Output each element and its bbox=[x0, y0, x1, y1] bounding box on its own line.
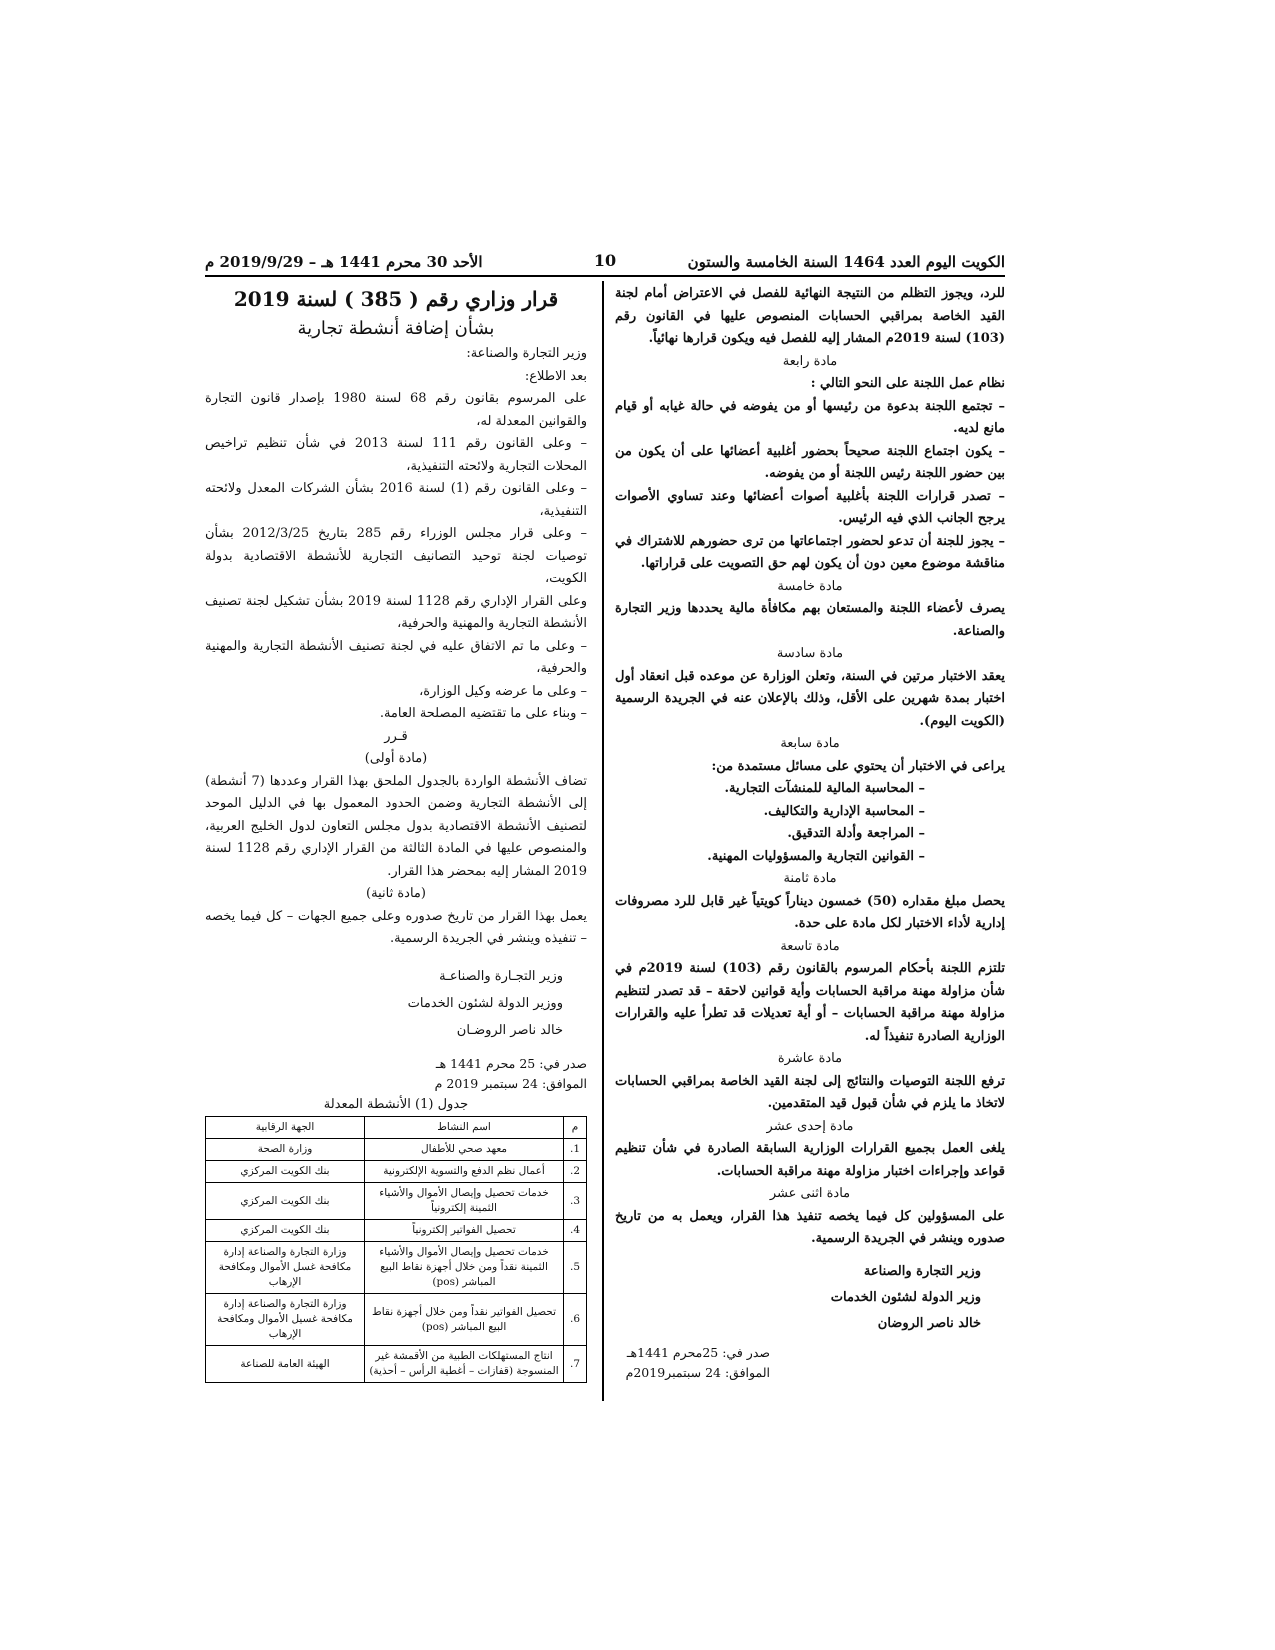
article-heading: قـرر bbox=[384, 728, 408, 744]
right-issued-date bbox=[615, 1343, 1005, 1383]
cell-number: 5. bbox=[564, 1242, 587, 1294]
table-row bbox=[206, 1220, 587, 1242]
left-column-body bbox=[205, 343, 587, 951]
paragraph: – وعلى قرار مجلس الوزراء رقم 285 بتاريخ 2012/3/25 بشأن توصيات لجنة توحيد التصانيف التجارية للأنشطة الاقتصادية بدولة الكويت، bbox=[205, 526, 587, 586]
cell-number: 7. bbox=[564, 1346, 587, 1383]
article-heading: مادة ثامنة bbox=[783, 871, 837, 886]
left-issued-date bbox=[205, 1054, 587, 1094]
table-caption: جدول (1) الأنشطة المعدلة bbox=[323, 1096, 469, 1112]
decree-subtitle: بشأن إضافة أنشطة تجارية bbox=[297, 318, 495, 339]
article-heading: مادة سابعة bbox=[780, 736, 840, 751]
cell-activity-name: انتاج المستهلكات الطبية من الأقمشة غير المنسوجة (قفازات – أغطية الرأس – أحذية) bbox=[365, 1346, 564, 1383]
paragraph: للرد، ويجوز التظلم من النتيجة النهائية للفصل في الاعتراض أمام لجنة القيد الخاصة بمراقبي الحسابات المنصوص عليها في القانون رقم (103) لسنة 2019م المشار إليه للفصل فيه ويكون قرارها نهائياً. bbox=[615, 286, 1005, 346]
paragraph: – وعلى القانون رقم (1) لسنة 2016 بشأن الشركات المعدل ولائحته التنفيذية، bbox=[205, 481, 587, 519]
article-heading: مادة إحدى عشر bbox=[766, 1118, 854, 1134]
table-row bbox=[206, 1346, 587, 1383]
cell-regulator: وزارة الصحة bbox=[206, 1139, 365, 1161]
table-header-row bbox=[206, 1117, 587, 1139]
signature-line: وزير التجـارة والصناعـة bbox=[439, 968, 563, 984]
article-heading: مادة خامسة bbox=[777, 578, 843, 594]
header-regulator: الجهة الرقابية bbox=[206, 1117, 365, 1139]
paragraph: – تصدر قرارات اللجنة بأغلبية أصوات أعضائها وعند تساوي الأصوات يرجح الجانب الذي فيه الرئيس. bbox=[615, 488, 1005, 526]
cell-number: 1. bbox=[564, 1139, 587, 1161]
table-row bbox=[206, 1294, 587, 1346]
gazette-issue-info: الكويت اليوم العدد 1464 السنة الخامسة والستون bbox=[687, 253, 1005, 271]
cell-number: 6. bbox=[564, 1294, 587, 1346]
column-divider bbox=[602, 281, 604, 1401]
paragraph: – وعلى ما تم الاتفاق عليه في لجنة تصنيف الأنشطة التجارية والمهنية والحرفية، bbox=[205, 638, 587, 676]
article-heading: مادة رابعة bbox=[782, 353, 838, 369]
paragraph: يلغى العمل بجميع القرارات الوزارية السابقة الصادرة في شأن تنظيم قواعد وإجراءات اختبار مزاولة مهنة مراقبة الحسابات. bbox=[615, 1141, 1005, 1179]
cell-activity-name: تحصيل الفواتير نقداً ومن خلال أجهزة نقاط البيع المباشر (pos) bbox=[365, 1294, 564, 1346]
paragraph: – يكون اجتماع اللجنة صحيحاً بحضور أغلبية أعضائها على أن يكون من بين حضور اللجنة رئيس اللجنة أو من يفوضه. bbox=[615, 443, 1005, 481]
paragraph: – وعلى ما عرضه وكيل الوزارة، bbox=[419, 683, 587, 699]
right-column-body bbox=[615, 283, 1005, 1251]
cell-regulator: بنك الكويت المركزي bbox=[206, 1183, 365, 1220]
article-heading: مادة اثنى عشر bbox=[769, 1186, 851, 1201]
paragraph: نظام عمل اللجنة على النحو التالي : bbox=[810, 376, 1005, 391]
page-number: 10 bbox=[593, 251, 617, 270]
paragraph: يراعى في الاختبار أن يحتوي على مسائل مستمدة من: bbox=[711, 758, 1005, 774]
article-heading: (مادة ثانية) bbox=[366, 886, 426, 901]
signature-line: خالد ناصر الروضان bbox=[877, 1315, 981, 1331]
gazette-page bbox=[205, 253, 1005, 1403]
cell-number: 2. bbox=[564, 1161, 587, 1183]
article-heading: مادة سادسة bbox=[776, 646, 844, 661]
signature-line: ووزير الدولة لشئون الخدمات bbox=[407, 995, 563, 1011]
paragraph: تلتزم اللجنة بأحكام المرسوم بالقانون رقم (103) لسنة 2019م في شأن مزاولة مهنة مراقبة الحسابات وأية قوانين لاحقة – قد تصدر لتنظيم مزاولة مهنة مراقبة الحسابات – أو أية تعديلات قد تطرأ عليه والقرارات الوزارية الصادرة تنفيذاً له. bbox=[615, 961, 1006, 1044]
issued-line: صدر في: 25 محرم 1441 هـ bbox=[435, 1055, 587, 1071]
list-item: – المراجعة وأدلة التدقيق. bbox=[787, 826, 925, 841]
right-signature bbox=[615, 1259, 1005, 1337]
issue-date: الأحد 30 محرم 1441 هـ – 2019/9/29 م bbox=[205, 253, 483, 271]
paragraph: – تجتمع اللجنة بدعوة من رئيسها أو من يفوضه في حالة غيابه أو قيام مانع لديه. bbox=[615, 398, 1005, 436]
page-header bbox=[205, 253, 1005, 277]
article-heading: (مادة أولى) bbox=[364, 751, 428, 766]
issued-line: صدر في: 25محرم 1441هـ bbox=[626, 1344, 770, 1360]
activities-table bbox=[205, 1116, 587, 1383]
cell-activity-name: أعمال نظم الدفع والتسوية الإلكترونية bbox=[365, 1161, 564, 1183]
paragraph: ترفع اللجنة التوصيات والنتائج إلى لجنة القيد الخاصة بمراقبي الحسابات لاتخاذ ما يلزم في شأن قبول قيد المتقدمين. bbox=[615, 1073, 1005, 1111]
paragraph: وزير التجارة والصناعة: bbox=[466, 346, 587, 361]
article-heading: مادة عاشرة bbox=[777, 1051, 843, 1066]
cell-number: 3. bbox=[564, 1183, 587, 1220]
table-row bbox=[206, 1242, 587, 1294]
signature-line: وزير الدولة لشئون الخدمات bbox=[830, 1289, 981, 1305]
header-number: م bbox=[564, 1117, 587, 1139]
paragraph: – وعلى القانون رقم 111 لسنة 2013 في شأن تنظيم تراخيص المحلات التجارية ولائحته التنفيذية، bbox=[205, 436, 587, 474]
cell-regulator: وزارة التجارة والصناعة إدارة مكافحة غسيل الأموال ومكافحة الإرهاب bbox=[206, 1294, 365, 1346]
cell-number: 4. bbox=[564, 1220, 587, 1242]
table-row bbox=[206, 1183, 587, 1220]
cell-regulator: بنك الكويت المركزي bbox=[206, 1161, 365, 1183]
list-item: – المحاسبة الإدارية والتكاليف. bbox=[763, 803, 925, 819]
signature-line: خالد ناصر الروضـان bbox=[456, 1022, 563, 1038]
paragraph: – يجوز للجنة أن تدعو لحضور اجتماعاتها من ترى حضورهم للاشتراك في مناقشة موضوع معين دون أن يكون لهم حق التصويت على قراراتها. bbox=[615, 533, 1005, 571]
header-activity-name: اسم النشاط bbox=[365, 1117, 564, 1139]
right-column bbox=[615, 283, 1005, 1383]
issued-line: الموافق: 24 سبتمبر2019م bbox=[625, 1364, 770, 1380]
cell-activity-name: معهد صحي للأطفال bbox=[365, 1139, 564, 1161]
cell-regulator: بنك الكويت المركزي bbox=[206, 1220, 365, 1242]
cell-regulator: الهيئة العامة للصناعة bbox=[206, 1346, 365, 1383]
list-item: – المحاسبة المالية للمنشآت التجارية. bbox=[724, 781, 925, 796]
table-row bbox=[206, 1139, 587, 1161]
left-column bbox=[205, 283, 587, 1383]
paragraph: يصرف لأعضاء اللجنة والمستعان بهم مكافأة مالية يحددها وزير التجارة والصناعة. bbox=[615, 601, 1005, 639]
paragraph: وعلى القرار الإداري رقم 1128 لسنة 2019 بشأن تشكيل لجنة تصنيف الأنشطة التجارية والمهنية والحرفية، bbox=[205, 593, 587, 631]
left-signature bbox=[205, 963, 587, 1044]
cell-activity-name: خدمات تحصيل وإيصال الأموال والأشياء الثمينة نقداً ومن خلال أجهزة نقاط البيع المباشر (pos) bbox=[365, 1242, 564, 1294]
decree-title: قرار وزاري رقم ( 385 ) لسنة 2019 bbox=[233, 287, 559, 311]
paragraph: تضاف الأنشطة الواردة بالجدول الملحق بهذا القرار وعددها (7 أنشطة) إلى الأنشطة التجارية وضمن الحدود المعمول بها في الدليل الموحد لتصنيف الأنشطة الاقتصادية بدول مجلس التعاون لدول الخليج العربية، والمنصوص عليها في المادة الثالثة من القرار الإداري رقم 1128 لسنة 2019 المشار إليه بمحضر هذا القرار. bbox=[205, 773, 588, 879]
paragraph: – وبناء على ما تقتضيه المصلحة العامة. bbox=[379, 706, 587, 721]
table-body bbox=[206, 1139, 587, 1383]
article-heading: مادة تاسعة bbox=[780, 938, 840, 954]
issued-line: الموافق: 24 سبتمبر 2019 م bbox=[434, 1075, 587, 1091]
cell-regulator: وزارة التجارة والصناعة إدارة مكافحة غسل الأموال ومكافحة الإرهاب bbox=[206, 1242, 365, 1294]
paragraph: يعمل بهذا القرار من تاريخ صدوره وعلى جميع الجهات – كل فيما يخصه – تنفيذه وينشر في الجريدة الرسمية. bbox=[205, 908, 587, 946]
signature-line: وزير التجارة والصناعة bbox=[863, 1263, 981, 1279]
table-row bbox=[206, 1161, 587, 1183]
paragraph: على المرسوم بقانون رقم 68 لسنة 1980 بإصدار قانون التجارة والقوانين المعدلة له، bbox=[205, 391, 587, 429]
paragraph: بعد الاطلاع: bbox=[524, 368, 587, 384]
paragraph: يعقد الاختبار مرتين في السنة، وتعلن الوزارة عن موعده قبل انعقاد أول اختبار بمدة شهرين على الأقل، وذلك بالإعلان عنه في الجريدة الرسمية (الكويت اليوم). bbox=[615, 668, 1005, 729]
cell-activity-name: خدمات تحصيل وإيصال الأموال والأشياء الثمينة إلكترونياً bbox=[365, 1183, 564, 1220]
paragraph: يحصل مبلغ مقداره (50) خمسون ديناراً كويتياً غير قابل للرد مصروفات إدارية لأداء الاختبار لكل مادة على حدة. bbox=[615, 893, 1005, 931]
paragraph: على المسؤولين كل فيما يخصه تنفيذ هذا القرار، ويعمل به من تاريخ صدوره وينشر في الجريدة الرسمية. bbox=[615, 1208, 1005, 1246]
list-item: – القوانين التجارية والمسؤوليات المهنية. bbox=[707, 848, 925, 864]
cell-activity-name: تحصيل الفواتير إلكترونياً bbox=[365, 1220, 564, 1242]
